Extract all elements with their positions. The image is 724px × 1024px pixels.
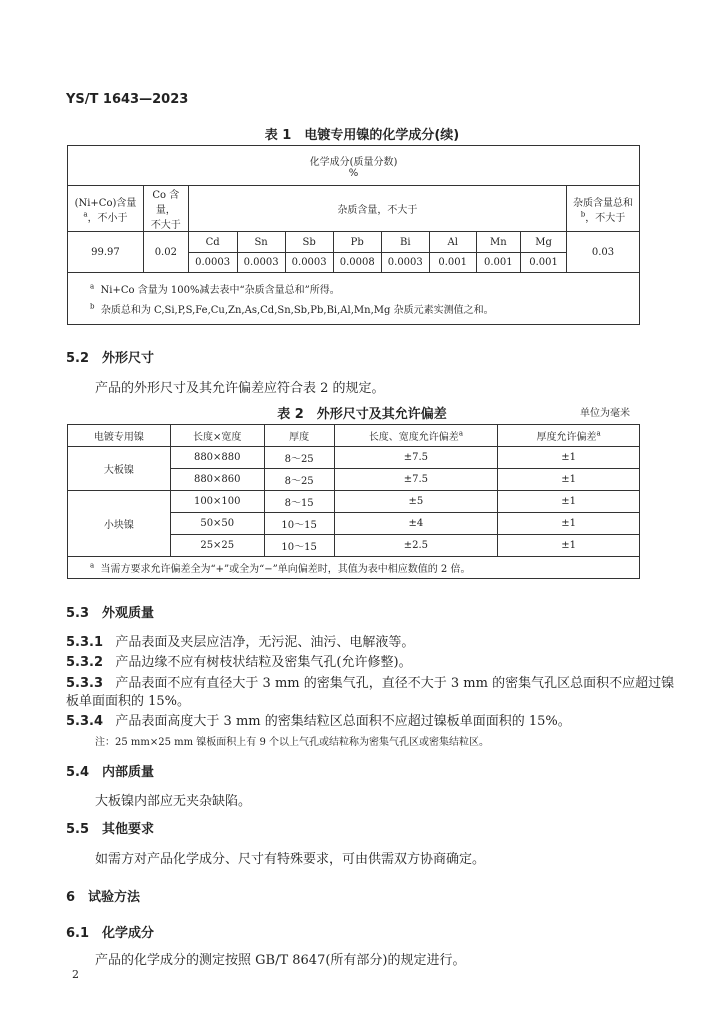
table2-note: $^a$ 当需方要求允许偏差全为“+”或全为“−”单向偏差时，其值为表中相应数值的 2 倍。 bbox=[68, 557, 640, 579]
header-lw-tolerance: 长度、宽度允许偏差$^a$ bbox=[334, 425, 498, 447]
section-5-5-title: 5.5 其他要求 bbox=[66, 822, 155, 837]
cell-size: 50×50 bbox=[170, 513, 264, 535]
item-5-3-4: 5.3.4 产品表面高度大于 3 mm 的密集结粒区总面积不应超过镍板单面面积的 15%。 bbox=[66, 714, 571, 729]
cell-thickness-tolerance: ±1 bbox=[498, 469, 640, 491]
value-sn: 0.0003 bbox=[237, 253, 285, 273]
header-thickness-tolerance: 厚度允许偏差$^a$ bbox=[498, 425, 640, 447]
composition-unit: % bbox=[348, 167, 359, 179]
element-cd: Cd bbox=[188, 232, 237, 253]
header-nickel-type: 电镀专用镍 bbox=[68, 425, 171, 447]
value-pb: 0.0008 bbox=[333, 253, 381, 273]
element-mg: Mg bbox=[521, 232, 567, 253]
impurity-header: 杂质含量，不大于 bbox=[188, 186, 566, 232]
group-large-plate: 大板镍 bbox=[68, 447, 171, 491]
co-value: 0.02 bbox=[143, 232, 188, 273]
cell-thickness: 8～15 bbox=[264, 491, 334, 513]
co-header: Co 含量， 不大于 bbox=[143, 186, 188, 232]
element-bi: Bi bbox=[381, 232, 429, 253]
section-5-5-text: 如需方对产品化学成分、尺寸有特殊要求，可由供需双方协商确定。 bbox=[95, 852, 486, 867]
value-mn: 0.001 bbox=[476, 253, 520, 273]
value-mg: 0.001 bbox=[521, 253, 567, 273]
cell-size: 25×25 bbox=[170, 535, 264, 557]
table1-caption: 表 1 电镀专用镍的化学成分(续) bbox=[264, 128, 460, 143]
element-mn: Mn bbox=[476, 232, 520, 253]
item-5-3-3: 5.3.3 产品表面不应有直径大于 3 mm 的密集气孔，直径不大于 3 mm 的密集气孔区总面积不应超过镍 bbox=[66, 676, 675, 691]
cell-size: 880×880 bbox=[170, 447, 264, 469]
element-sn: Sn bbox=[237, 232, 285, 253]
cell-thickness-tolerance: ±1 bbox=[498, 491, 640, 513]
value-bi: 0.0003 bbox=[381, 253, 429, 273]
section-6-1-text: 产品的化学成分的测定按照 GB/T 8647(所有部分)的规定进行。 bbox=[95, 953, 466, 968]
document-code: YS/T 1643—2023 bbox=[66, 92, 189, 107]
element-pb: Pb bbox=[333, 232, 381, 253]
item-5-3-2: 5.3.2 产品边缘不应有树枝状结粒及密集气孔(允许修整)。 bbox=[66, 655, 412, 670]
cell-thickness: 10～15 bbox=[264, 513, 334, 535]
section-5-4-title: 5.4 内部质量 bbox=[66, 765, 155, 780]
cell-thickness-tolerance: ±1 bbox=[498, 535, 640, 557]
total-value: 0.03 bbox=[567, 232, 640, 273]
nico-header: (Ni+Co)含量$^a$，不小于 bbox=[68, 186, 144, 232]
table-row bbox=[68, 491, 640, 513]
table2-caption: 表 2 外形尺寸及其允许偏差 bbox=[277, 407, 447, 422]
value-cd: 0.0003 bbox=[188, 253, 237, 273]
element-al: Al bbox=[429, 232, 476, 253]
dimension-table bbox=[67, 424, 640, 579]
cell-thickness: 10～15 bbox=[264, 535, 334, 557]
composition-title: 化学成分(质量分数) bbox=[309, 156, 398, 168]
note-a: $^a$ Ni+Co 含量为 100%减去表中“杂质含量总和”所得。 bbox=[90, 282, 340, 296]
element-sb: Sb bbox=[285, 232, 333, 253]
table2-unit: 单位为毫米 bbox=[580, 408, 630, 419]
note-b: $^b$ 杂质总和为 C,Si,P,S,Fe,Cu,Zn,As,Cd,Sn,Sb,Pb,Bi,Al,Mn,Mg 杂质元素实测值之和。 bbox=[90, 302, 494, 316]
chemical-composition-table bbox=[67, 145, 640, 325]
cell-thickness-tolerance: ±1 bbox=[498, 513, 640, 535]
page-number: 2 bbox=[72, 968, 79, 981]
section-5-4-text: 大板镍内部应无夹杂缺陷。 bbox=[95, 794, 252, 809]
cell-lw-tolerance: ±7.5 bbox=[334, 447, 498, 469]
header-length-width: 长度×宽度 bbox=[170, 425, 264, 447]
cell-size: 880×860 bbox=[170, 469, 264, 491]
table-row bbox=[68, 447, 640, 469]
cell-thickness-tolerance: ±1 bbox=[498, 447, 640, 469]
section-5-3-note: 注：25 mm×25 mm 镍板面积上有 9 个以上气孔或结粒称为密集气孔区或密集结粒区。 bbox=[95, 737, 490, 748]
section-5-2-text: 产品的外形尺寸及其允许偏差应符合表 2 的规定。 bbox=[95, 381, 385, 396]
cell-thickness: 8～25 bbox=[264, 469, 334, 491]
cell-lw-tolerance: ±4 bbox=[334, 513, 498, 535]
header-thickness: 厚度 bbox=[264, 425, 334, 447]
nico-value: 99.97 bbox=[68, 232, 144, 273]
table1-notes bbox=[68, 273, 640, 325]
section-6-title: 6 试验方法 bbox=[66, 890, 141, 905]
item-5-3-3-cont: 板单面面积的 15%。 bbox=[66, 694, 191, 709]
composition-header bbox=[68, 146, 640, 186]
section-6-1-title: 6.1 化学成分 bbox=[66, 926, 155, 941]
cell-lw-tolerance: ±2.5 bbox=[334, 535, 498, 557]
value-sb: 0.0003 bbox=[285, 253, 333, 273]
section-5-2-title: 5.2 外形尺寸 bbox=[66, 351, 155, 366]
section-5-3-title: 5.3 外观质量 bbox=[66, 606, 155, 621]
value-al: 0.001 bbox=[429, 253, 476, 273]
cell-lw-tolerance: ±5 bbox=[334, 491, 498, 513]
item-5-3-1: 5.3.1 产品表面及夹层应洁净，无污泥、油污、电解液等。 bbox=[66, 635, 415, 650]
cell-size: 100×100 bbox=[170, 491, 264, 513]
cell-lw-tolerance: ±7.5 bbox=[334, 469, 498, 491]
total-impurity-header: 杂质含量总和$^b$，不大于 bbox=[567, 186, 640, 232]
cell-thickness: 8～25 bbox=[264, 447, 334, 469]
group-small-block: 小块镍 bbox=[68, 491, 171, 557]
